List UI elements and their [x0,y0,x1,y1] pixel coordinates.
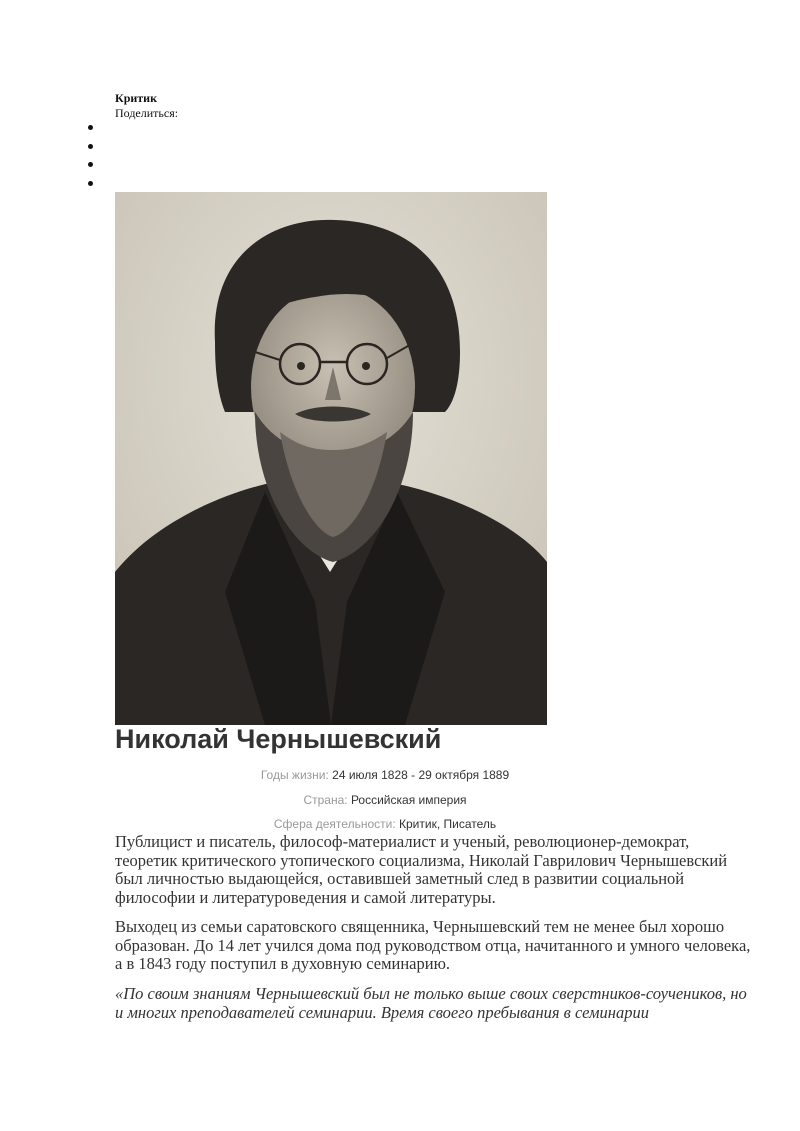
life-years-value: 24 июля 1828 - 29 октября 1889 [332,768,510,782]
share-label: Поделиться: [115,106,179,120]
portrait-photo [115,192,547,725]
sphere-value[interactable]: Критик, Писатель [399,817,497,831]
article-paragraph: Выходец из семьи саратовского священника, Чернышевский тем не менее был хорошо образован. До 14 лет учился дома под руководством отца, начитанного и умного человека, а в 1843 году поступил в духовную семинарию. [115,917,751,973]
country-value[interactable]: Российская империя [350,793,467,807]
page-title: Николай Чернышевский [115,724,442,754]
country-label: Страна: [303,793,348,807]
article-quote: «По своим знаниям Чернышевский был не только выше своих сверстников-соучеников, но и многих преподавателей семинарии. Время своего пребывания в семинарии [115,984,747,1022]
sphere-label: Сфера деятельности: [273,817,396,831]
sphere-of-activity [115,817,655,831]
life-years [115,768,655,782]
country [115,793,655,807]
article-paragraph: Публицист и писатель, философ-материалист и ученый, революционер-демократ, теоретик критического утопического социализма, Николай Гаврилович Чернышевский был личностью выдающейся, оставившей заметный след в развитии социальной философии и литературоведения и самой литературы. [115,832,728,907]
category-label: Критик [115,91,158,105]
life-years-label: Годы жизни: [260,768,329,782]
